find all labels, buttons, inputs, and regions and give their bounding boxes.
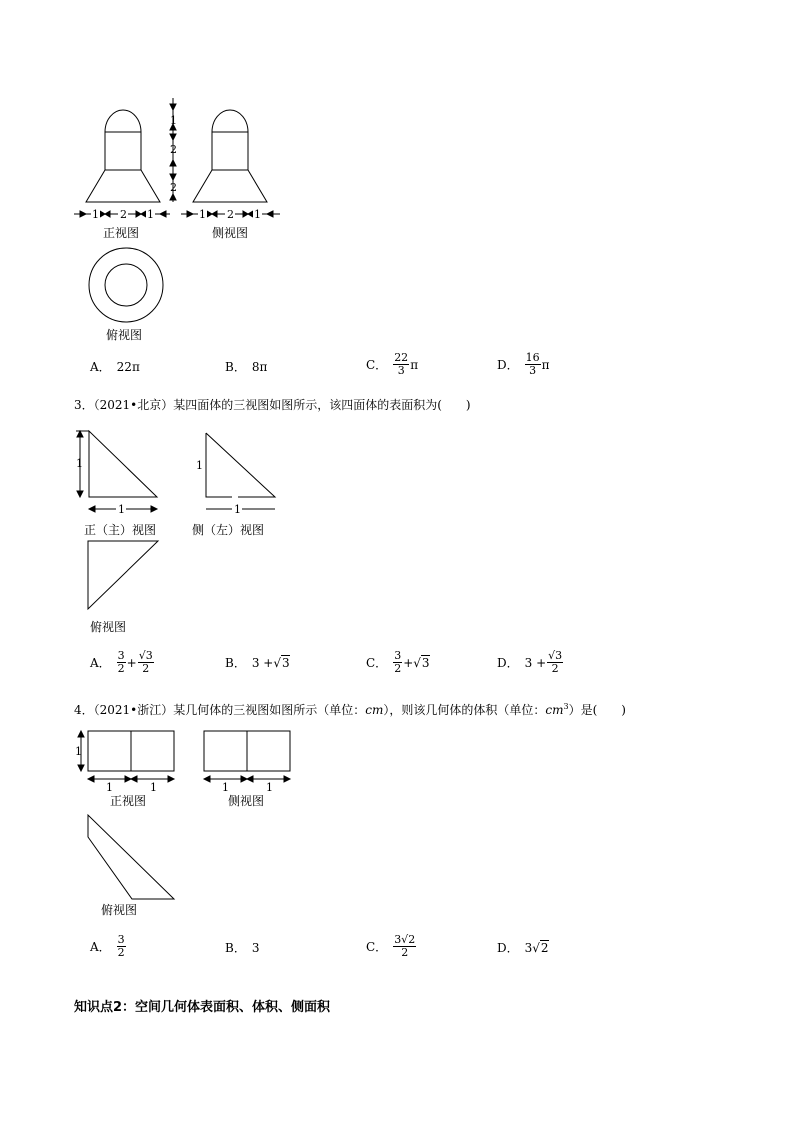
section-heading: 知识点2：空间几何体表面积、体积、侧面积 <box>74 1000 331 1015</box>
option-fraction: $\frac{√3}{2}$ <box>548 649 563 675</box>
option-fraction: $\frac{22}{3}$ <box>394 351 409 377</box>
option-letter: C． <box>366 357 388 372</box>
option-value: 3 <box>524 941 533 955</box>
q4-dim-side-h1: 1 <box>222 781 229 794</box>
option-letter: A． <box>90 655 111 670</box>
unit-cm3: cm <box>545 703 564 717</box>
q3-option-b[interactable] <box>225 656 290 670</box>
option-fraction: $\frac{3}{2}$ <box>394 649 402 675</box>
option-fraction: $\frac{3}{2}$ <box>117 933 125 959</box>
q4-front-view <box>88 731 174 771</box>
q2-option-b[interactable] <box>225 360 267 374</box>
q4-dim-front-v: 1 <box>75 745 82 758</box>
option-fraction: $\frac{16}{3}$ <box>525 351 540 377</box>
option-letter: D． <box>497 941 519 955</box>
q2-front-view <box>86 110 160 202</box>
sqrt-symbol: √3 <box>273 656 290 670</box>
q2-dim-v2: 2 <box>170 143 177 156</box>
q4-side-view <box>204 731 290 771</box>
q4-option-d[interactable] <box>497 941 549 955</box>
q4-side-dim-horizontal <box>204 776 290 782</box>
q2-figure <box>60 90 300 350</box>
q2-option-d[interactable] <box>497 352 550 377</box>
q4-front-dim-horizontal <box>88 776 174 782</box>
option-value: 8π <box>251 360 268 374</box>
q4-front-label: 正视图 <box>110 794 147 808</box>
q2-dim-v3: 2 <box>170 181 177 194</box>
q2-dim-b2: 2 <box>120 208 127 221</box>
q3-side-view <box>206 433 275 497</box>
option-fraction: $\frac{3√2}{2}$ <box>394 933 416 959</box>
q2-side-label: 侧视图 <box>212 226 249 240</box>
q3-option-a[interactable] <box>90 650 155 675</box>
q2-dim-b6: 1 <box>254 208 261 221</box>
q3-option-d[interactable] <box>497 650 564 675</box>
q4-top-view <box>88 815 174 899</box>
option-letter: C． <box>366 939 388 954</box>
q4-top-label: 俯视图 <box>101 903 138 917</box>
q4-option-a[interactable] <box>90 934 127 959</box>
q2-top-label: 俯视图 <box>106 328 143 342</box>
q3-dim-side-v: 1 <box>196 459 203 472</box>
q3-top-label: 俯视图 <box>90 620 127 634</box>
q4-option-c[interactable] <box>366 934 417 959</box>
q2-option-a[interactable] <box>90 360 140 374</box>
option-letter: D． <box>497 655 519 670</box>
q4-dim-front-h1: 1 <box>106 781 113 794</box>
q3-front-label: 正（主）视图 <box>84 523 157 537</box>
q2-dim-b5: 2 <box>227 208 234 221</box>
q3-option-c[interactable] <box>366 650 430 675</box>
q3-side-label: 侧（左）视图 <box>192 523 265 537</box>
q2-dim-v1: 1 <box>170 114 177 127</box>
option-letter: A． <box>90 360 111 374</box>
option-value: 3 + <box>251 656 274 670</box>
pi-symbol: π <box>541 357 550 372</box>
unit-cm: cm <box>365 703 384 717</box>
plus-sign: + <box>403 655 414 670</box>
option-value: 3 <box>251 941 260 955</box>
sqrt-symbol: √2 <box>532 941 549 955</box>
option-fraction: $\frac{3}{2}$ <box>117 649 125 675</box>
q4-dim-front-h2: 1 <box>150 781 157 794</box>
q2-top-view <box>89 248 163 322</box>
sqrt-symbol: √3 <box>413 655 430 670</box>
option-value: 22π <box>116 360 140 374</box>
option-letter: B． <box>225 360 246 374</box>
option-letter: B． <box>225 941 246 955</box>
q2-dim-b1: 1 <box>92 208 99 221</box>
q3-question: 3．（2021•北京）某四面体的三视图如图所示，该四面体的表面积为( ) <box>74 398 471 412</box>
plus-sign: + <box>126 655 137 670</box>
q4-question: 4．（2021•浙江）某几何体的三视图如图所示（单位：cm），则该几何体的体积（单位：$cm^3$）是( ) <box>74 702 626 717</box>
q4-option-b[interactable] <box>225 941 259 955</box>
q3-dim-front-h: 1 <box>118 503 125 516</box>
pi-symbol: π <box>410 357 419 372</box>
option-value: 3 + <box>524 655 547 670</box>
option-letter: C． <box>366 655 388 670</box>
q2-bottom-dimensions <box>74 211 280 217</box>
q3-front-view <box>89 431 157 497</box>
q2-dim-b4: 1 <box>199 208 206 221</box>
q2-dim-b3: 1 <box>147 208 154 221</box>
option-fraction: $\frac{√3}{2}$ <box>138 649 153 675</box>
q3-dim-front-v: 1 <box>76 457 83 470</box>
q3-top-view <box>88 541 158 609</box>
q4-dim-side-h2: 1 <box>266 781 273 794</box>
option-letter: D． <box>497 357 519 372</box>
q3-dim-side-h: 1 <box>234 503 241 516</box>
q2-front-label: 正视图 <box>103 226 140 240</box>
q4-side-label: 侧视图 <box>228 794 265 808</box>
option-letter: A． <box>90 939 111 954</box>
q2-side-view <box>193 110 267 202</box>
q4-figure <box>68 725 308 905</box>
option-letter: B． <box>225 656 246 670</box>
q2-option-c[interactable] <box>366 352 418 377</box>
